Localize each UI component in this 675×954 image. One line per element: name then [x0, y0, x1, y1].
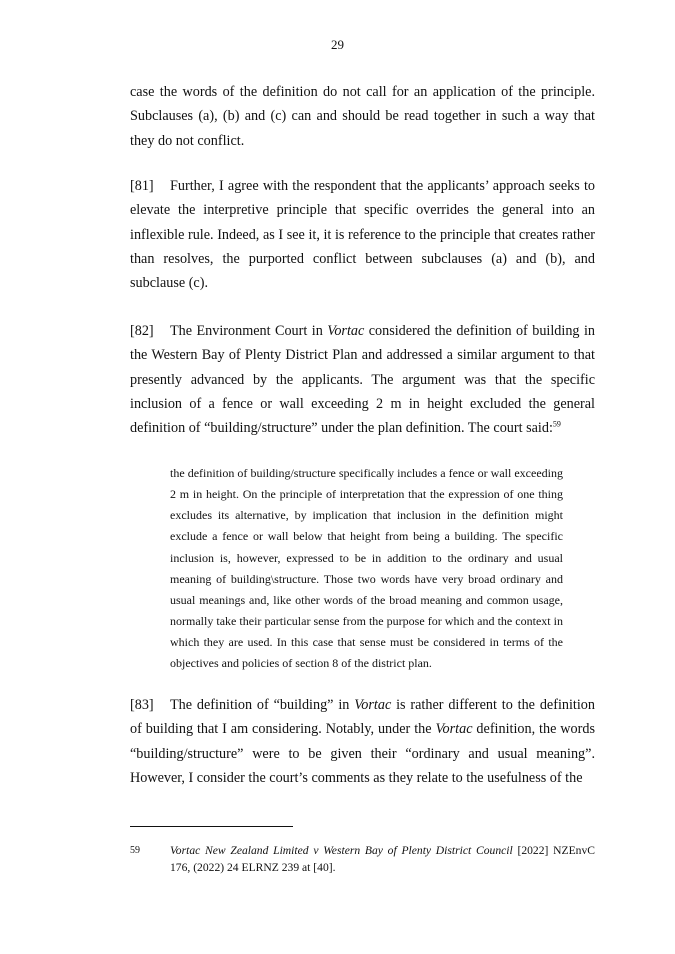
paragraph-text-part: The definition of “building” in [170, 697, 355, 713]
case-name: Vortac [354, 697, 392, 713]
footnote-text [170, 843, 595, 876]
paragraph-number: [82] [130, 323, 154, 339]
footnote-separator [130, 826, 293, 827]
paragraph-continued: case the words of the definition do not call for an application of the principle. Subclauses (a), (b) and (c) can and should be read together in such a way that they do not conflict. [130, 84, 595, 149]
paragraph-81 [130, 174, 595, 295]
page-number: 29 [331, 37, 344, 52]
footnote-case-name: Vortac New Zealand Limited v Western Bay of Plenty District Council [170, 844, 513, 857]
case-name: Vortac [435, 721, 473, 738]
paragraph-text-part: considered the definition of building in the Western Bay of Plenty District Plan and addressed a similar argument to that presently advanced by the applicants. The argument was that the specific inclusion of a fence or wall exceeding 2 m in height excluded the general definition of “building/structure” under the plan definition. The court said: [130, 323, 595, 437]
paragraph-text: Further, I agree with the respondent that the applicants’ approach seeks to elevate the interpretive principle that specific overrides the general into an inflexible rule. Indeed, as I see it, it is reference to the principle that creates rather than resolves, the purported conflict between subclauses (a) and (b), and subclause (c). [130, 178, 595, 292]
paragraph-text-part: is rather different to the definition of building that I am considering. Notably, under the [130, 697, 595, 738]
paragraph-text-part: The Environment Court in [170, 323, 328, 339]
paragraph-number: [81] [130, 178, 154, 194]
footnote-number: 59 [130, 845, 140, 856]
paragraph-text-part: definition, the words “building/structure” were to be given their “ordinary and usual meaning”. However, I consider the court’s comments as they relate to the usefulness of the [130, 721, 595, 786]
paragraph-number: [83] [130, 697, 154, 713]
footnote-citation: [2022] NZEnvC 176, (2022) 24 ELRNZ 239 at [40]. [170, 844, 595, 874]
footnote [130, 843, 595, 876]
case-name: Vortac [327, 323, 365, 339]
paragraph-82 [130, 319, 595, 440]
block-quote: the definition of building/structure specifically includes a fence or wall exceeding 2 m in height. On the principle of interpretation that the expression of one thing excludes its alternative, by implication that inclusion in the definition might exclude a fence or wall below that height from being a building. The specific inclusion is, however, expressed to be in addition to the ordinary and usual meaning of building\structure. Those two words have very broad ordinary and usual meanings and, like other words of the broad meaning and common usage, normally take their particular sense from the purpose for which and the context in which they are used. In this case that sense must be considered in terms of the objectives and policies of section 8 of the district plan. [170, 466, 563, 671]
paragraph-83 [130, 693, 595, 790]
footnote-reference[interactable]: 59 [552, 419, 561, 429]
